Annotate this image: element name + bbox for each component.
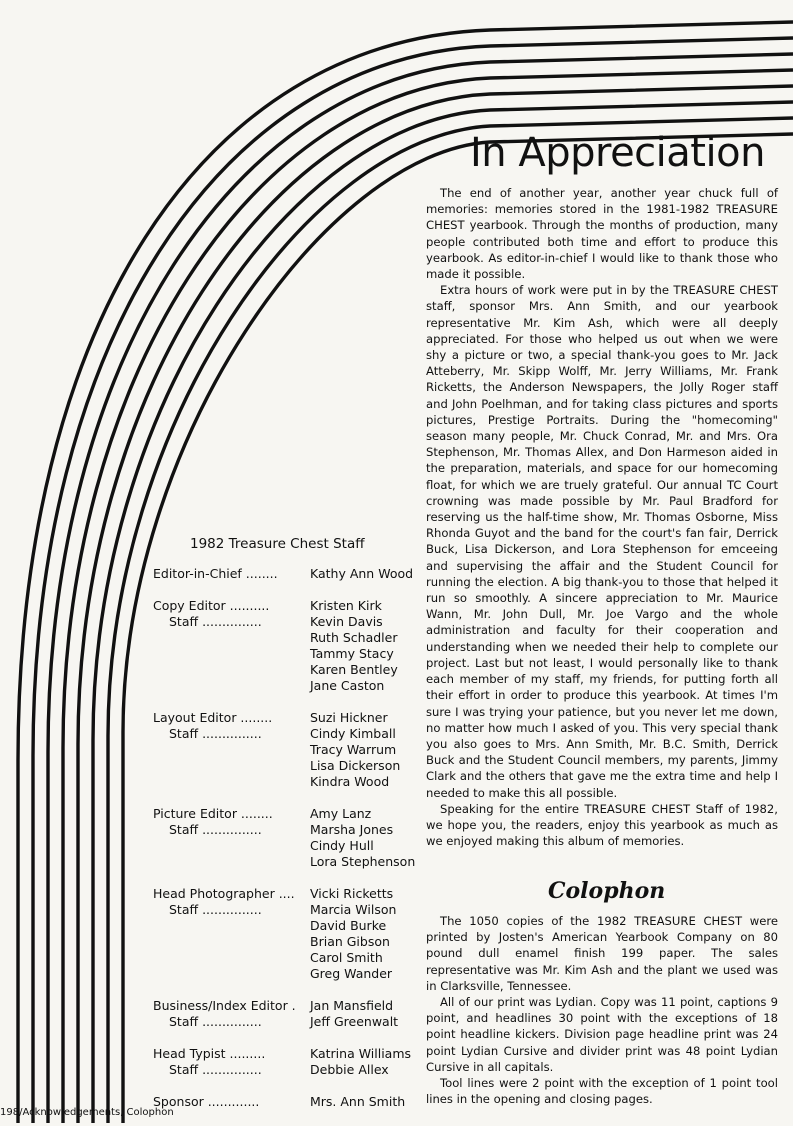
page-title: In Appreciation (470, 130, 765, 176)
staff-name: Brian Gibson (310, 934, 390, 949)
staff-role: Staff ............... (169, 1062, 262, 1077)
staff-name: Cindy Hull (310, 838, 374, 853)
staff-role: Staff ............... (169, 726, 262, 741)
staff-group (153, 598, 425, 694)
staff-name: Kindra Wood (310, 774, 390, 789)
staff-row (153, 838, 425, 854)
staff-role: Sponsor ............. (153, 1094, 260, 1109)
staff-name: Marsha Jones (310, 822, 394, 837)
staff-group (153, 886, 425, 982)
staff-name: Amy Lanz (310, 806, 372, 821)
staff-name: Lisa Dickerson (310, 758, 401, 773)
staff-row (153, 630, 425, 646)
staff-row (153, 726, 425, 742)
staff-row (153, 742, 425, 758)
staff-name: Tammy Stacy (310, 646, 394, 661)
staff-row (153, 918, 425, 934)
page-footer: 198/Acknowledgements, Colophon (0, 1107, 174, 1118)
staff-role: Staff ............... (169, 1014, 262, 1029)
staff-name: Marcia Wilson (310, 902, 397, 917)
staff-row (153, 854, 425, 870)
staff-name: Jan Mansfield (310, 998, 394, 1013)
staff-role (153, 934, 310, 950)
staff-group (153, 998, 425, 1030)
colophon-paragraph: The 1050 copies of the 1982 TREASURE CHEST were printed by Josten's American Yearbook Company on 80 pound dull enamel finish 199 paper. The sales representative was Mr. Kim Ash and the plant we used was in Clarksville, Tennessee. (426, 914, 778, 993)
staff-row (153, 998, 425, 1014)
staff-role (153, 774, 310, 790)
staff-row (153, 822, 425, 838)
staff-list (153, 566, 425, 1126)
staff-role: Head Typist ......... (153, 1046, 266, 1061)
staff-row (153, 710, 425, 726)
staff-group (153, 566, 425, 582)
staff-role (153, 918, 310, 934)
staff-role: Layout Editor ........ (153, 710, 273, 725)
staff-list-title: 1982 Treasure Chest Staff (190, 536, 365, 552)
staff-name: Kevin Davis (310, 614, 383, 629)
staff-row (153, 1062, 425, 1078)
staff-row (153, 1094, 425, 1110)
staff-role (153, 854, 310, 870)
staff-row (153, 598, 425, 614)
appreciation-paragraph: Extra hours of work were put in by the TREASURE CHEST staff, sponsor Mrs. Ann Smith, and our yearbook representative Mr. Kim Ash, which were all deeply appreciated. For those who helped us out when we were shy a picture or two, a special thank-you goes to Mr. Jack Atteberry, Mr. Skipp Wolff, Mr. Jerry Williams, Mr. Frank Ricketts, the Anderson Newspapers, the Jolly Roger staff and John Poelhman, and for taking class pictures and sports pictures, Prestige Portraits. During the "homecoming" season many people, Mr. Chuck Conrad, Mr. and Mrs. Ora Stephenson, Mr. Thomas Allex, and Don Harmeson aided in the preparation, materials, and space for our homecoming float, for which we are truely grateful. Our annual TC Court crowning was made possible by Mr. Paul Bradford for reserving us the half-time show, Mr. Thomas Osborne, Miss Rhonda Guyot and the band for the court's fan fair, Derrick Buck, Lisa Dickerson, and Lora Stephenson for emceeing and supervising the affair and the Student Council for running the election. A big thank-you to those that helped it run so smoothly. A sincere appreciation to Mr. Maurice Wann, Mr. John Dull, Mr. Joe Vargo and the whole administration and faculty for their cooperation and understanding when we needed their help to complete our project. Last but not least, I would personally like to thank each member of my staff, my friends, for putting forth all their effort in order to produce this yearbook. At times I'm sure I was trying your patience, but you never let me down, no matter how much I asked of you. This very special thank you also goes to Mrs. Ann Smith, Mr. B.C. Smith, Derrick Buck and the Student Council members, my parents, Jimmy Clark and the others that gave me the extra time and help I needed to make this all possible. (426, 283, 778, 800)
appreciation-paragraph: Speaking for the entire TREASURE CHEST Staff of 1982, we hope you, the readers, enjoy this yearbook as much as we enjoyed making this album of memories. (426, 801, 778, 849)
colophon-paragraph: All of our print was Lydian. Copy was 11 point, captions 9 point, and headlines 30 point with the exceptions of 18 point headline kickers. Division page headline print was 24 point Lydian Cursive and divider print was 48 point Lydian Cursive in all capitals. (426, 995, 778, 1074)
staff-row (153, 950, 425, 966)
colophon-text (426, 913, 778, 1107)
colophon-paragraph: Tool lines were 2 point with the exception of 1 point tool lines in the opening and closing pages. (426, 1076, 778, 1107)
staff-name: Ruth Schadler (310, 630, 398, 645)
staff-name: Carol Smith (310, 950, 383, 965)
colophon-heading: Colophon (548, 878, 666, 904)
staff-name: Jane Caston (310, 678, 385, 693)
staff-name: Greg Wander (310, 966, 393, 981)
staff-group (153, 806, 425, 870)
staff-row (153, 934, 425, 950)
staff-role (153, 742, 310, 758)
staff-name: Karen Bentley (310, 662, 398, 677)
staff-row (153, 806, 425, 822)
staff-group (153, 1094, 425, 1110)
staff-role (153, 966, 310, 982)
staff-row (153, 886, 425, 902)
staff-name: Suzi Hickner (310, 710, 388, 725)
staff-name: Kathy Ann Wood (310, 566, 414, 581)
staff-name: Tracy Warrum (310, 742, 397, 757)
staff-row (153, 774, 425, 790)
staff-name: Mrs. Ann Smith (310, 1094, 406, 1109)
staff-role (153, 630, 310, 646)
staff-row (153, 566, 425, 582)
staff-group (153, 710, 425, 790)
staff-name: Cindy Kimball (310, 726, 396, 741)
staff-role: Staff ............... (169, 822, 262, 837)
staff-name: Jeff Greenwalt (310, 1014, 399, 1029)
staff-name: Vicki Ricketts (310, 886, 394, 901)
staff-name: Lora Stephenson (310, 854, 416, 869)
staff-role: Head Photographer .... (153, 886, 295, 901)
staff-role: Copy Editor .......... (153, 598, 270, 613)
staff-row (153, 614, 425, 630)
staff-role: Staff ............... (169, 902, 262, 917)
staff-name: Kristen Kirk (310, 598, 382, 613)
staff-row (153, 1014, 425, 1030)
appreciation-paragraph: The end of another year, another year chuck full of memories: memories stored in the 1981-1982 TREASURE CHEST yearbook. Through the months of production, many people contributed both time and effort to produce this yearbook. As editor-in-chief I would like to thank those who made it possible. (426, 186, 778, 282)
appreciation-text (426, 185, 778, 849)
staff-role (153, 646, 310, 662)
staff-name: Debbie Allex (310, 1062, 389, 1077)
staff-name: David Burke (310, 918, 387, 933)
staff-role (153, 838, 310, 854)
staff-role: Editor-in-Chief ........ (153, 566, 278, 581)
staff-role: Picture Editor ........ (153, 806, 273, 821)
staff-role (153, 662, 310, 678)
staff-row (153, 1046, 425, 1062)
staff-row (153, 966, 425, 982)
staff-role (153, 758, 310, 774)
staff-role (153, 950, 310, 966)
staff-row (153, 758, 425, 774)
staff-row (153, 678, 425, 694)
staff-role (153, 678, 310, 694)
staff-role: Staff ............... (169, 614, 262, 629)
staff-row (153, 902, 425, 918)
staff-row (153, 662, 425, 678)
staff-row (153, 646, 425, 662)
staff-group (153, 1046, 425, 1078)
staff-name: Katrina Williams (310, 1046, 412, 1061)
staff-role: Business/Index Editor . (153, 998, 296, 1013)
